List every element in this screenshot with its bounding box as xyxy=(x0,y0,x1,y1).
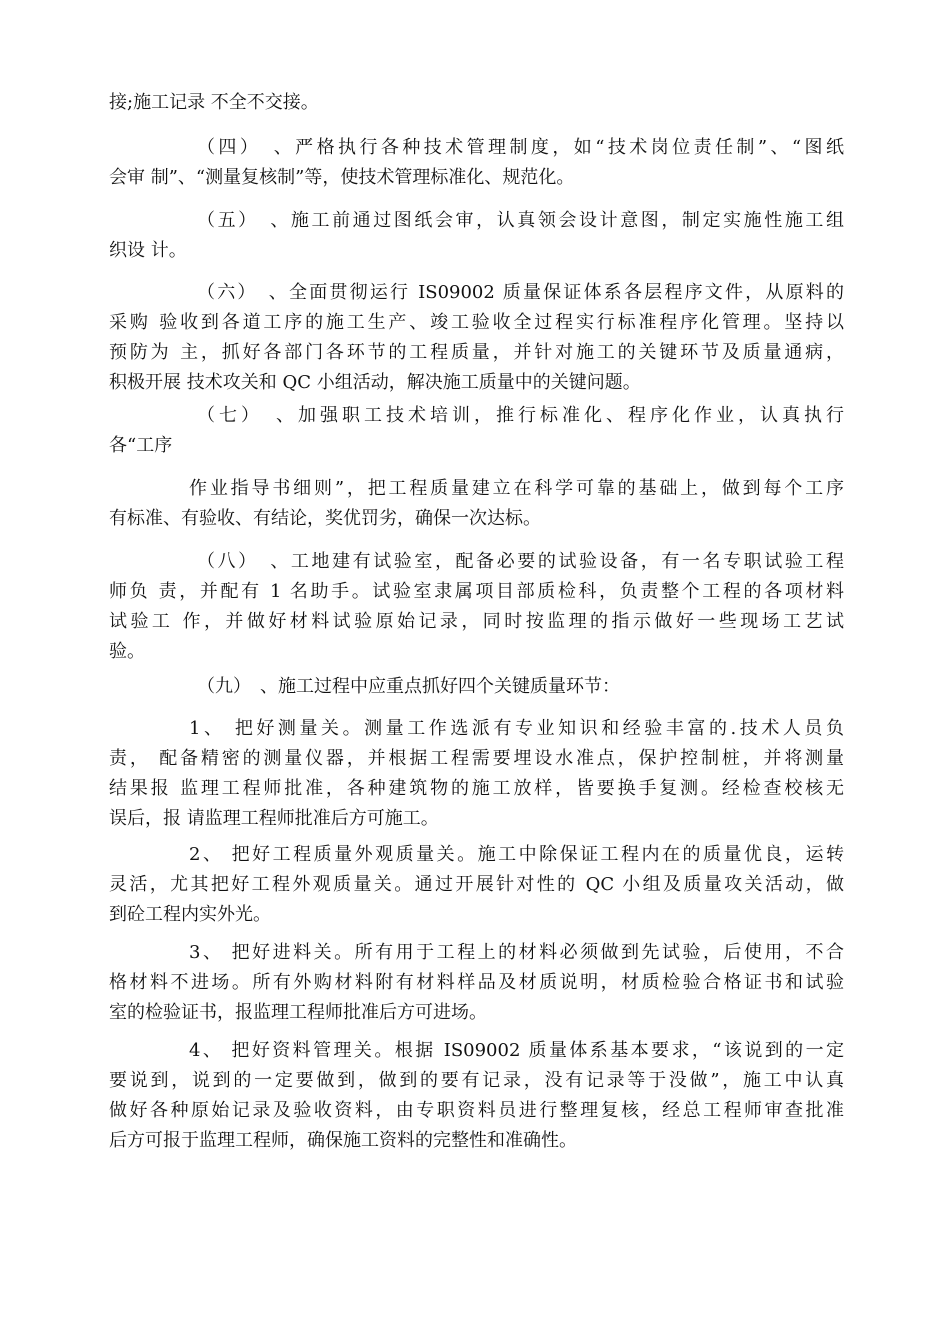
text-line: 积极开展 技术攻关和 QC 小组活动，解决施工质量中的关键问题。 xyxy=(109,372,641,393)
paragraph-item-6 xyxy=(109,278,844,398)
text-line: （九） 、施工过程中应重点抓好四个关键质量环节： xyxy=(197,676,620,697)
text-line: 误后，报 请监理工程师批准后方可施工。 xyxy=(109,808,439,829)
text-line: （七） 、加强职工技术培训，推行标准化、程序化作业，认真执行 xyxy=(197,405,844,426)
text-line: （四） 、严格执行各种技术管理制度，如“技术岗位责任制”、“图纸 xyxy=(197,137,844,158)
text-line: （八） 、工地建有试验室，配备必要的试验设备，有一名专职试验工程 xyxy=(197,551,844,572)
text-line: 要说到，说到的一定要做到，做到的要有记录，没有记录等于没做”，施工中认真 xyxy=(109,1070,844,1091)
paragraph-item-7 xyxy=(109,401,844,461)
text-line: 会审 制”、“测量复核制”等，使技术管理标准化、规范化。 xyxy=(109,167,575,188)
text-line: 格材料不进场。所有外购材料附有材料样品及材质说明，材质检验合格证书和试验 xyxy=(109,972,844,993)
text-line: 织设 计。 xyxy=(109,240,187,261)
text-line: （六） 、全面贯彻运行 IS09002 质量保证体系各层程序文件，从原料的 xyxy=(197,282,844,303)
text-line: 采购 验收到各道工序的施工生产、竣工验收全过程实行标准程序化管理。坚持以 xyxy=(109,312,844,333)
text-line: 灵活，尤其把好工程外观质量关。通过开展针对性的 QC 小组及质量攻关活动，做 xyxy=(109,874,844,895)
paragraph-item-9 xyxy=(109,672,844,702)
paragraph-continuation xyxy=(109,88,844,118)
text-line: 验。 xyxy=(109,641,145,662)
text-line: 后方可报于监理工程师，确保施工资料的完整性和准确性。 xyxy=(109,1130,577,1151)
text-line: 试验工 作，并做好材料试验原始记录，同时按监理的指示做好一些现场工艺试 xyxy=(109,611,844,632)
text-line: 做好各种原始记录及验收资料，由专职资料员进行整理复核，经总工程师审查批准 xyxy=(109,1100,844,1121)
text-line: 师负 责，并配有 1 名助手。试验室隶属项目部质检科，负责整个工程的各项材料 xyxy=(109,581,844,602)
text-line: 责， 配备精密的测量仪器，并根据工程需要埋设水准点，保护控制桩，并将测量 xyxy=(109,748,844,769)
text-line: 1、 把好测量关。测量工作选派有专业知识和经验丰富的.技术人员负 xyxy=(189,718,844,739)
paragraph-item-5 xyxy=(109,206,844,266)
text-line: 4、 把好资料管理关。根据 IS09002 质量体系基本要求，“该说到的一定 xyxy=(189,1040,844,1061)
text-line: 有标准、有验收、有结论，奖优罚劣，确保一次达标。 xyxy=(109,508,541,529)
text-line: 作业指导书细则”，把工程质量建立在科学可靠的基础上，做到每个工序 xyxy=(189,478,844,499)
text-line: 到砼工程内实外光。 xyxy=(109,904,271,925)
list-item-4 xyxy=(109,1036,844,1156)
text-line: 室的检验证书，报监理工程师批准后方可进场。 xyxy=(109,1002,487,1023)
list-item-1 xyxy=(109,714,844,834)
paragraph-item-4 xyxy=(109,133,844,193)
list-item-3 xyxy=(109,938,844,1028)
text-line: 3、 把好进料关。所有用于工程上的材料必须做到先试验，后使用，不合 xyxy=(189,942,844,963)
text-line: 预防为 主，抓好各部门各环节的工程质量，并针对施工的关键环节及质量通病， xyxy=(109,342,844,363)
text-line: 结果报 监理工程师批准，各种建筑物的施工放样，皆要换手复测。经检查校核无 xyxy=(109,778,844,799)
text-line: （五） 、施工前通过图纸会审，认真领会设计意图，制定实施性施工组 xyxy=(197,210,844,231)
text-line: 2、 把好工程质量外观质量关。施工中除保证工程内在的质量优良，运转 xyxy=(189,844,844,865)
paragraph-item-8 xyxy=(109,547,844,667)
paragraph-item-7-continued xyxy=(109,474,844,534)
text-line: 接;施工记录 不全不交接。 xyxy=(109,92,319,113)
text-line: 各“工序 xyxy=(109,435,173,456)
list-item-2 xyxy=(109,840,844,930)
